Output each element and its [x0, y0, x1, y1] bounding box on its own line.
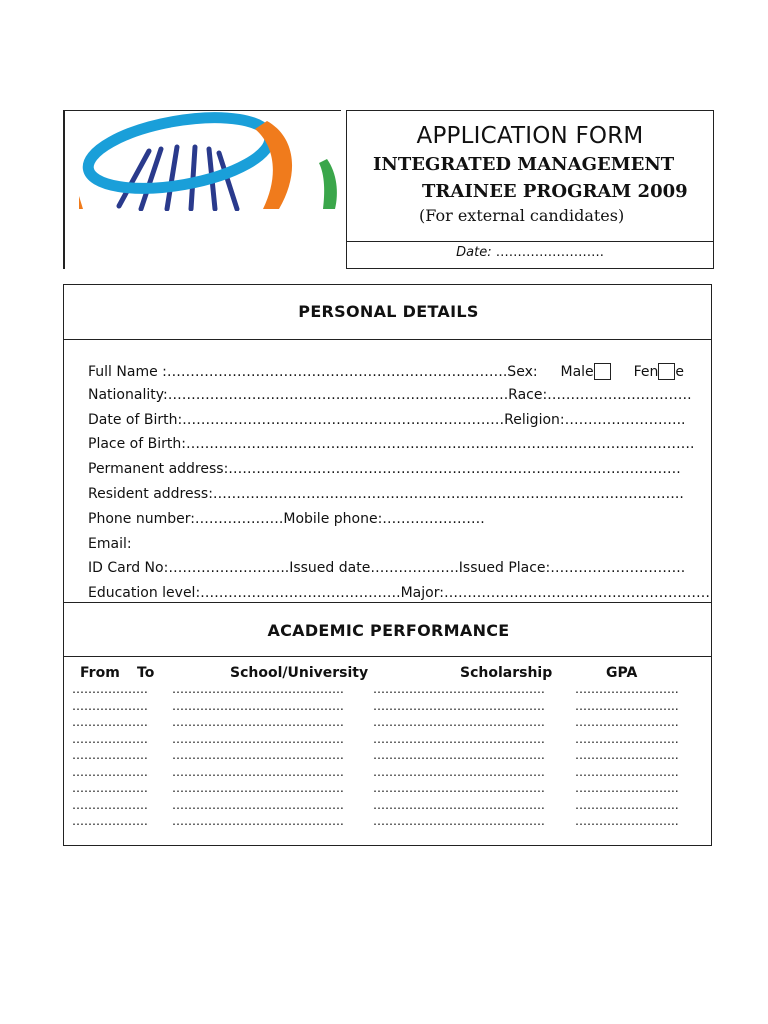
permanent-address-field[interactable]: Permanent address:……………………………………………………………………………………. [88, 461, 681, 477]
female-label-end: e [675, 364, 684, 380]
table-row [64, 732, 713, 748]
nationality-field[interactable]: Nationality:……………………………………………………………….Race:…………………………. [88, 387, 692, 403]
program-title-line1: INTEGRATED MANAGEMENT [373, 154, 675, 175]
scholarship-cell[interactable]: ……………………………………. [373, 698, 545, 713]
school-cell[interactable]: ……………………………………. [172, 814, 344, 828]
table-row [64, 682, 713, 698]
personal-details-heading: PERSONAL DETAILS [298, 302, 479, 321]
col-gpa: GPA [606, 665, 638, 681]
table-row [64, 715, 713, 731]
from-to-cell[interactable]: ………………. [72, 698, 148, 713]
scholarship-cell[interactable]: ……………………………………. [373, 682, 545, 696]
school-cell[interactable]: ……………………………………. [172, 715, 344, 729]
date-field[interactable] [347, 245, 713, 260]
program-title-line2: TRAINEE PROGRAM 2009 [422, 181, 688, 202]
gpa-cell[interactable]: …………………….. [575, 797, 679, 812]
gpa-cell[interactable]: …………………….. [575, 698, 679, 713]
academic-performance-heading: ACADEMIC PERFORMANCE [267, 621, 510, 640]
school-cell[interactable]: ……………………………………. [172, 731, 344, 746]
gpa-cell[interactable]: …………………….. [575, 814, 679, 828]
col-to: To [137, 665, 155, 681]
from-to-cell[interactable]: ………………. [72, 731, 148, 746]
male-label: Male [560, 364, 594, 380]
id-card-field[interactable]: ID Card No:……………………..Issued date……………….Issued Place:……………………….. [88, 560, 686, 576]
col-school: School/University [230, 665, 369, 681]
globe-logo-icon [79, 111, 341, 211]
from-to-cell[interactable]: ………………. [72, 797, 148, 812]
school-cell[interactable]: ……………………………………. [172, 797, 344, 812]
table-row [64, 765, 713, 781]
scholarship-cell[interactable]: ……………………………………. [373, 814, 545, 828]
date-of-birth-field[interactable]: Date of Birth:……………………………………………………………Religion:…………………….. [88, 412, 686, 428]
date-value[interactable]: ……………………. [495, 245, 604, 260]
scholarship-cell[interactable]: ……………………………………. [373, 764, 545, 779]
date-label: Date: [456, 245, 492, 260]
table-row [64, 699, 713, 715]
from-to-cell[interactable]: ………………. [72, 715, 148, 729]
full-name-field[interactable] [88, 363, 684, 380]
date-divider [347, 241, 713, 242]
scholarship-cell[interactable]: ……………………………………. [373, 748, 545, 762]
from-to-cell[interactable]: ………………. [72, 814, 148, 828]
gpa-cell[interactable]: …………………….. [575, 682, 679, 696]
table-row [64, 781, 713, 797]
logo-frame [63, 110, 341, 269]
female-checkbox[interactable] [658, 363, 675, 380]
school-cell[interactable]: ……………………………………. [172, 748, 344, 762]
gpa-cell[interactable]: …………………….. [575, 748, 679, 762]
gpa-cell[interactable]: …………………….. [575, 781, 679, 795]
male-checkbox[interactable] [594, 363, 611, 380]
female-label: Fen [633, 364, 659, 380]
place-of-birth-field[interactable]: Place of Birth:………………………………………………………………………………………………. [88, 436, 695, 452]
form-body [63, 284, 712, 846]
education-field[interactable]: Education level:…………………………………….Major:………………………………………………… [88, 585, 710, 601]
school-cell[interactable]: ……………………………………. [172, 682, 344, 696]
section-divider [63, 602, 712, 603]
scholarship-cell[interactable]: ……………………………………. [373, 715, 545, 729]
table-row [64, 798, 713, 814]
gpa-cell[interactable]: …………………….. [575, 715, 679, 729]
title-box [346, 110, 714, 269]
col-scholarship: Scholarship [460, 665, 553, 681]
section-divider [63, 656, 712, 657]
gpa-cell[interactable]: …………………….. [575, 764, 679, 779]
phone-field[interactable]: Phone number:……………….Mobile phone:…………………. [88, 511, 485, 527]
full-name-label: Full Name :……………………………………………………………….Sex: [88, 364, 538, 380]
gpa-cell[interactable]: …………………….. [575, 731, 679, 746]
scholarship-cell[interactable]: ……………………………………. [373, 731, 545, 746]
candidate-note: (For external candidates) [419, 206, 625, 225]
scholarship-cell[interactable]: ……………………………………. [373, 797, 545, 812]
from-to-cell[interactable]: ………………. [72, 748, 148, 762]
section-divider [63, 339, 712, 340]
col-from: From [80, 665, 120, 681]
from-to-cell[interactable]: ………………. [72, 764, 148, 779]
from-to-cell[interactable]: ………………. [72, 682, 148, 696]
resident-address-field[interactable]: Resident address:……………………………………………………………………………………….. [88, 486, 684, 502]
school-cell[interactable]: ……………………………………. [172, 781, 344, 795]
from-to-cell[interactable]: ………………. [72, 781, 148, 795]
school-cell[interactable]: ……………………………………. [172, 698, 344, 713]
email-field[interactable]: Email: [88, 536, 132, 552]
table-row [64, 748, 713, 764]
school-cell[interactable]: ……………………………………. [172, 764, 344, 779]
form-title: APPLICATION FORM [416, 123, 644, 149]
table-row [64, 814, 713, 830]
scholarship-cell[interactable]: ……………………………………. [373, 781, 545, 795]
